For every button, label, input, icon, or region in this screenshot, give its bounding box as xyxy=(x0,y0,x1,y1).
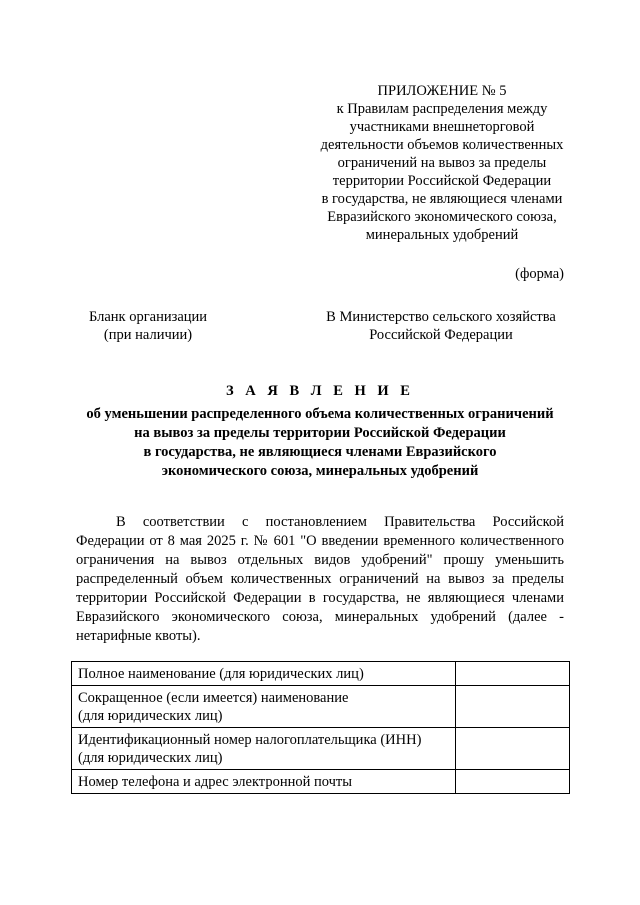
addressee-line: В Министерство сельского хозяйства xyxy=(326,309,556,325)
applicant-table xyxy=(71,661,570,794)
appendix-line: к Правилам распределения между xyxy=(336,101,548,117)
table-row xyxy=(72,728,570,770)
document-subheading xyxy=(72,405,568,481)
table-label-line: Сокращенное (если имеется) наименование xyxy=(78,690,349,706)
addressee xyxy=(316,308,566,344)
table-label-line: (для юридических лиц) xyxy=(78,708,223,724)
appendix-line: деятельности объемов количественных xyxy=(320,137,564,153)
subheading-line: на вывоз за пределы территории Российской Федерации xyxy=(134,425,506,441)
table-label-cell xyxy=(72,728,456,770)
body-paragraph: В соответствии с постановлением Правительства Российской Федерации от 8 мая 2025 г. № 601 "О введении временного количественного ограничения на вывоз отдельных видов удобрений" прошу уменьшить распределенный объем количественных ограничений на вывоз за пределы территории Российской Федерации в государства, не являющиеся членами Евразийского экономического союза, минеральных удобрений (далее - нетарифные квоты). xyxy=(76,514,564,644)
appendix-title: ПРИЛОЖЕНИЕ № 5 xyxy=(377,83,507,99)
table-label-line: (для юридических лиц) xyxy=(78,750,223,766)
appendix-line: территории Российской Федерации xyxy=(332,173,552,189)
subheading-line: в государства, не являющиеся членами Евразийского xyxy=(143,444,497,460)
appendix-line: минеральных удобрений xyxy=(365,227,519,243)
form-label: (форма) xyxy=(515,266,564,282)
appendix-line: участниками внешнеторговой xyxy=(349,119,535,135)
subheading-line: об уменьшении распределенного объема количественных ограничений xyxy=(86,406,554,422)
table-label-line: Номер телефона и адрес электронной почты xyxy=(78,774,352,790)
table-value-cell[interactable] xyxy=(456,728,570,770)
org-blank xyxy=(60,308,236,344)
table-value-cell[interactable] xyxy=(456,770,570,794)
table-value-cell[interactable] xyxy=(456,686,570,728)
org-blank-line: (при наличии) xyxy=(103,327,193,343)
addressee-line: Российской Федерации xyxy=(369,327,513,343)
table-label-line: Полное наименование (для юридических лиц) xyxy=(78,666,364,682)
table-label-cell xyxy=(72,686,456,728)
appendix-line: ограничений на вывоз за пределы xyxy=(337,155,547,171)
table-row xyxy=(72,686,570,728)
subheading-line: экономического союза, минеральных удобрений xyxy=(161,463,479,479)
appendix-block xyxy=(300,82,584,244)
appendix-line: Евразийского экономического союза, xyxy=(327,209,557,225)
table-label-cell xyxy=(72,770,456,794)
table-row xyxy=(72,770,570,794)
appendix-lines xyxy=(300,100,584,244)
table-row xyxy=(72,662,570,686)
appendix-line: в государства, не являющиеся членами xyxy=(321,191,563,207)
table-label-cell xyxy=(72,662,456,686)
table-label-line: Идентификационный номер налогоплательщика (ИНН) xyxy=(78,732,422,748)
org-blank-line: Бланк организации xyxy=(88,309,208,325)
document-heading: З А Я В Л Е Н И Е xyxy=(226,383,414,399)
table-value-cell[interactable] xyxy=(456,662,570,686)
